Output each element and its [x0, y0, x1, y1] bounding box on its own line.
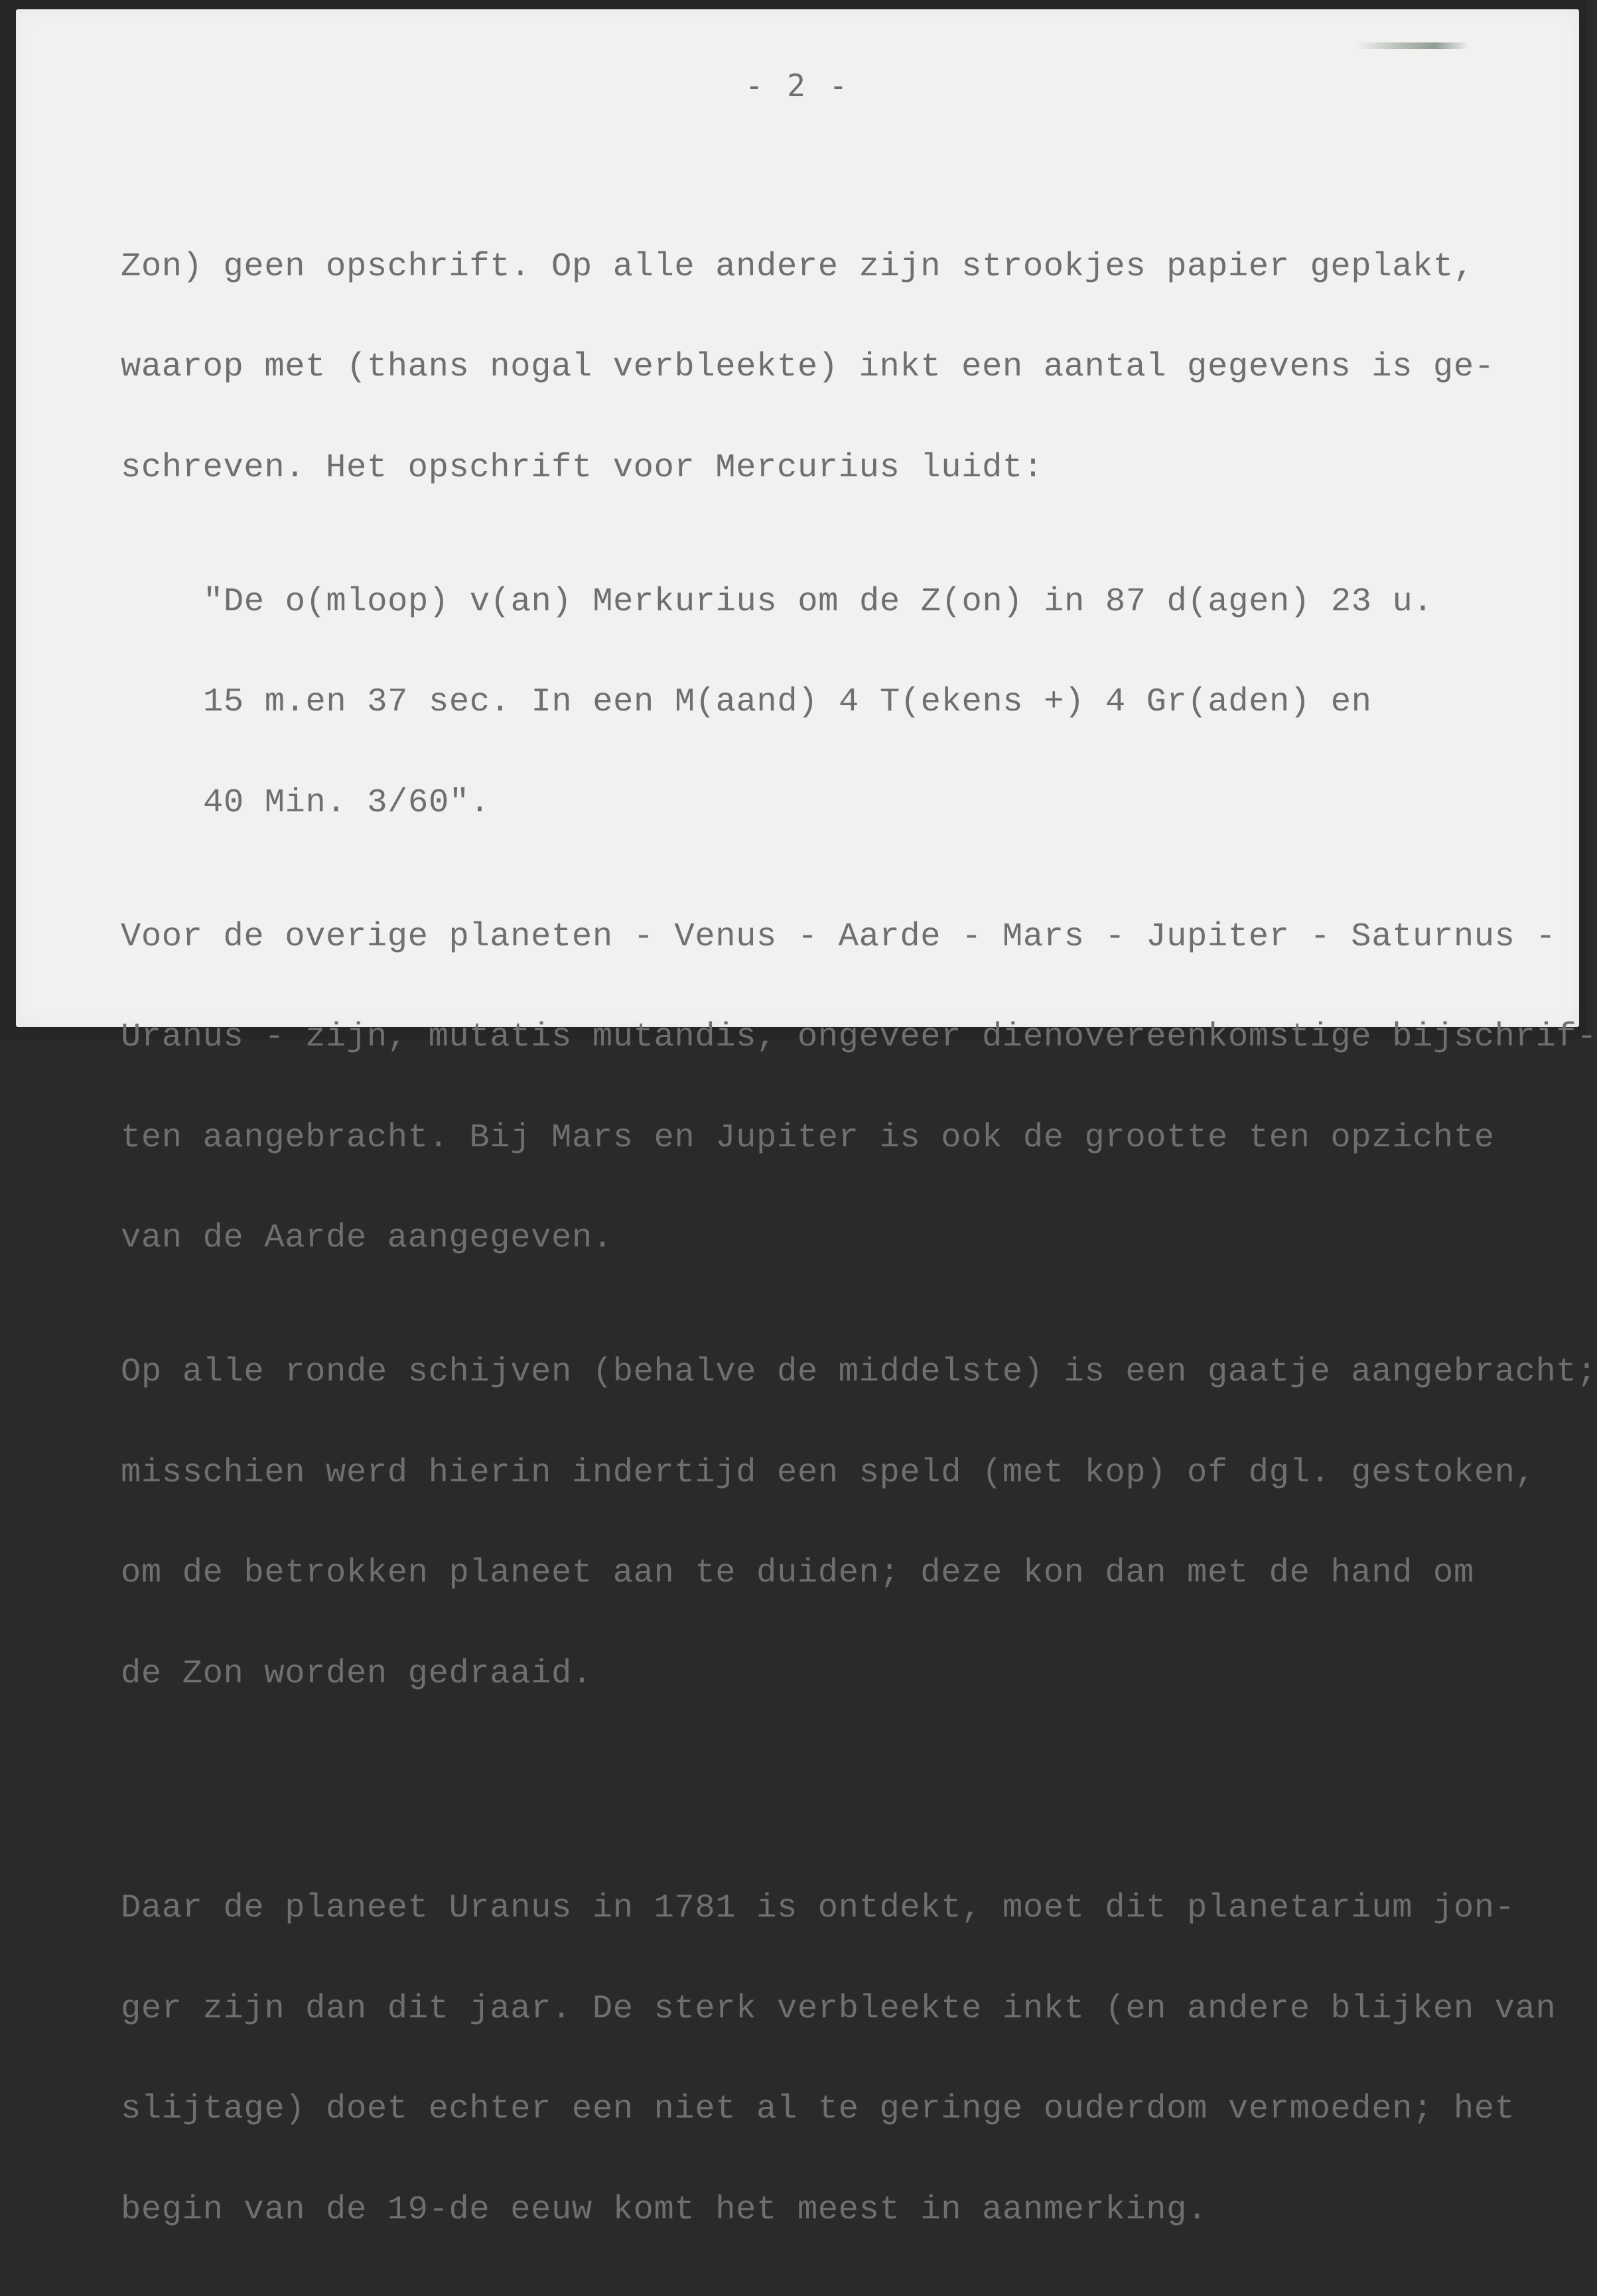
- text-line: begin van de 19-de eeuw komt het meest in aanmerking.: [121, 2191, 1208, 2229]
- paragraph-gap: [121, 1758, 1580, 1792]
- page-number: - 2 -: [744, 68, 851, 103]
- text-line: Op alle ronde schijven (behalve de middelste) is een gaatje aangebracht;: [121, 1353, 1597, 1391]
- typed-text-body: [121, 150, 1597, 2294]
- ink-smudge: [1356, 42, 1469, 49]
- text-line: schreven. Het opschrift voor Mercurius luidt:: [121, 448, 1044, 487]
- text-line: Voor de overige planeten - Venus - Aarde - Mars - Jupiter - Saturnus -: [121, 917, 1557, 956]
- typed-card: [16, 9, 1597, 2229]
- text-line: om de betrokken planeet aan te duiden; deze kon dan met de hand om: [121, 1554, 1474, 1592]
- text-line: misschien werd hierin indertijd een speld (met kop) of dgl. gestoken,: [121, 1453, 1536, 1492]
- text-line: Daar de planeet Uranus in 1781 is ontdekt, moet dit planetarium jon-: [121, 1889, 1515, 1927]
- text-line: ten aangebracht. Bij Mars en Jupiter is ook de grootte ten opzichte: [121, 1118, 1495, 1157]
- quoted-inscription-line: 40 Min. 3/60".: [203, 783, 490, 822]
- quoted-inscription-line: "De o(mloop) v(an) Merkurius om de Z(on) in 87 d(agen) 23 u.: [203, 582, 1434, 621]
- text-line: Uranus - zijn, mutatis mutandis, ongeveer dienovereenkomstige bijschrif-: [121, 1018, 1597, 1056]
- text-line: slijtage) doet echter een niet al te geringe ouderdom vermoeden; het: [121, 2090, 1515, 2128]
- text-line: ger zijn dan dit jaar. De sterk verbleekte inkt (en andere blijken van: [121, 1990, 1557, 2028]
- text-line: waarop met (thans nogal verbleekte) inkt een aantal gegevens is ge-: [121, 348, 1495, 386]
- quoted-inscription-line: 15 m.en 37 sec. In een M(aand) 4 T(ekens +) 4 Gr(aden) en: [203, 683, 1372, 721]
- text-line: de Zon worden gedraaid.: [121, 1654, 592, 1693]
- text-line: van de Aarde aangegeven.: [121, 1219, 613, 1257]
- text-line: Zon) geen opschrift. Op alle andere zijn strookjes papier geplakt,: [121, 247, 1474, 286]
